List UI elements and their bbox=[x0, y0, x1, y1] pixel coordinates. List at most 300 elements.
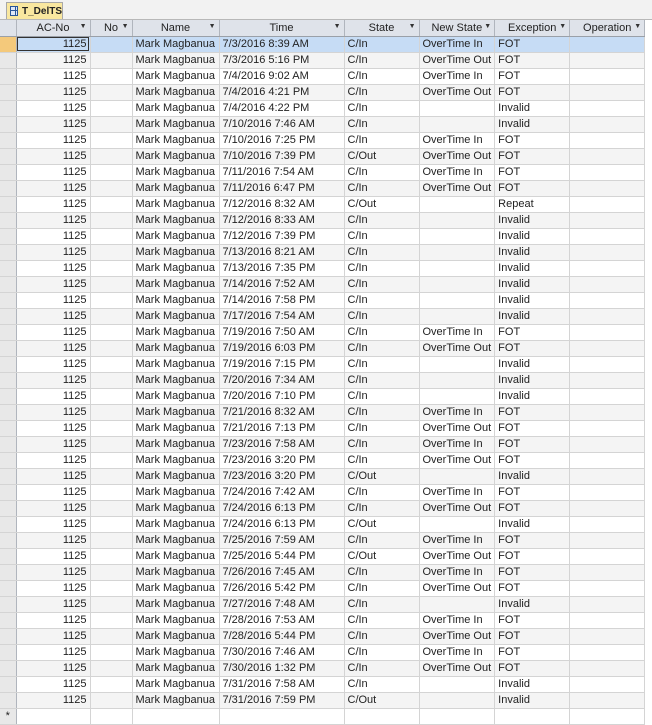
record-selector[interactable] bbox=[0, 484, 16, 500]
cell-time[interactable]: 7/25/2016 5:44 PM bbox=[219, 548, 344, 564]
cell-exception[interactable]: FOT bbox=[495, 132, 570, 148]
cell-no[interactable] bbox=[90, 68, 132, 84]
record-selector[interactable] bbox=[0, 260, 16, 276]
cell-name[interactable]: Mark Magbanua bbox=[132, 692, 219, 708]
cell-ac-no[interactable]: 1125 bbox=[16, 356, 90, 372]
cell-operation[interactable] bbox=[570, 52, 645, 68]
table-row[interactable] bbox=[0, 564, 645, 580]
cell-no[interactable] bbox=[90, 308, 132, 324]
table-row[interactable] bbox=[0, 628, 645, 644]
cell-exception[interactable]: Invalid bbox=[495, 596, 570, 612]
cell-no[interactable] bbox=[90, 356, 132, 372]
record-selector[interactable] bbox=[0, 164, 16, 180]
cell-name[interactable]: Mark Magbanua bbox=[132, 420, 219, 436]
table-row[interactable] bbox=[0, 468, 645, 484]
record-selector[interactable] bbox=[0, 644, 16, 660]
cell-time[interactable]: 7/3/2016 8:39 AM bbox=[219, 36, 344, 52]
table-row[interactable] bbox=[0, 612, 645, 628]
record-selector[interactable] bbox=[0, 660, 16, 676]
cell-ac-no[interactable]: 1125 bbox=[16, 484, 90, 500]
cell-ac-no[interactable]: 1125 bbox=[16, 644, 90, 660]
cell-name[interactable]: Mark Magbanua bbox=[132, 308, 219, 324]
cell-operation[interactable] bbox=[570, 532, 645, 548]
cell-ac-no[interactable]: 1125 bbox=[16, 676, 90, 692]
cell-new-state[interactable]: OverTime Out bbox=[419, 628, 495, 644]
record-selector[interactable] bbox=[0, 196, 16, 212]
cell-new-state[interactable] bbox=[419, 228, 495, 244]
cell-name[interactable]: Mark Magbanua bbox=[132, 404, 219, 420]
cell-operation[interactable] bbox=[570, 340, 645, 356]
cell-name[interactable]: Mark Magbanua bbox=[132, 596, 219, 612]
cell-time[interactable]: 7/13/2016 7:35 PM bbox=[219, 260, 344, 276]
cell-state[interactable]: C/In bbox=[344, 132, 419, 148]
cell-no[interactable] bbox=[90, 516, 132, 532]
record-selector[interactable] bbox=[0, 180, 16, 196]
cell-operation[interactable] bbox=[570, 196, 645, 212]
cell-state[interactable]: C/In bbox=[344, 564, 419, 580]
cell-no[interactable] bbox=[90, 36, 132, 52]
cell-state[interactable]: C/Out bbox=[344, 548, 419, 564]
cell-no[interactable] bbox=[90, 132, 132, 148]
cell-state[interactable]: C/In bbox=[344, 84, 419, 100]
cell-operation[interactable] bbox=[570, 212, 645, 228]
cell-operation[interactable] bbox=[570, 468, 645, 484]
cell-ac-no[interactable]: 1125 bbox=[16, 116, 90, 132]
table-row[interactable] bbox=[0, 356, 645, 372]
cell-no[interactable] bbox=[90, 212, 132, 228]
cell-state[interactable]: C/In bbox=[344, 596, 419, 612]
cell-no[interactable] bbox=[90, 484, 132, 500]
table-row[interactable] bbox=[0, 132, 645, 148]
cell-operation[interactable] bbox=[570, 420, 645, 436]
cell-ac-no[interactable]: 1125 bbox=[16, 612, 90, 628]
cell-state[interactable]: C/In bbox=[344, 484, 419, 500]
cell-exception[interactable]: FOT bbox=[495, 564, 570, 580]
cell-exception[interactable]: Repeat bbox=[495, 196, 570, 212]
cell-state[interactable]: C/Out bbox=[344, 692, 419, 708]
new-record-marker[interactable]: * bbox=[0, 708, 16, 724]
cell-time[interactable]: 7/24/2016 6:13 PM bbox=[219, 516, 344, 532]
cell-ac-no[interactable]: 1125 bbox=[16, 180, 90, 196]
table-row[interactable] bbox=[0, 420, 645, 436]
cell-operation[interactable] bbox=[570, 628, 645, 644]
cell-state[interactable]: C/In bbox=[344, 164, 419, 180]
column-header-time[interactable] bbox=[219, 20, 344, 36]
record-selector[interactable] bbox=[0, 516, 16, 532]
cell-operation[interactable] bbox=[570, 676, 645, 692]
record-selector[interactable] bbox=[0, 52, 16, 68]
cell-ac-no[interactable]: 1125 bbox=[16, 324, 90, 340]
table-row[interactable] bbox=[0, 292, 645, 308]
cell-ac-no[interactable]: 1125 bbox=[16, 596, 90, 612]
table-row[interactable] bbox=[0, 644, 645, 660]
cell-time[interactable]: 7/20/2016 7:34 AM bbox=[219, 372, 344, 388]
cell-exception[interactable]: FOT bbox=[495, 404, 570, 420]
table-row[interactable] bbox=[0, 324, 645, 340]
record-selector[interactable] bbox=[0, 132, 16, 148]
cell-ac-no[interactable]: 1125 bbox=[16, 100, 90, 116]
cell-time[interactable]: 7/10/2016 7:46 AM bbox=[219, 116, 344, 132]
cell-new-state[interactable]: OverTime Out bbox=[419, 452, 495, 468]
table-row[interactable] bbox=[0, 660, 645, 676]
cell-operation[interactable] bbox=[570, 564, 645, 580]
record-selector[interactable] bbox=[0, 292, 16, 308]
table-row[interactable] bbox=[0, 692, 645, 708]
cell-state[interactable]: C/In bbox=[344, 244, 419, 260]
table-row[interactable] bbox=[0, 532, 645, 548]
cell-state[interactable]: C/In bbox=[344, 644, 419, 660]
column-filter-dropdown-icon[interactable]: ▼ bbox=[208, 23, 216, 30]
column-header-operation[interactable] bbox=[570, 20, 645, 36]
cell-state[interactable]: C/In bbox=[344, 388, 419, 404]
table-row[interactable] bbox=[0, 68, 645, 84]
cell-name[interactable]: Mark Magbanua bbox=[132, 612, 219, 628]
cell-no[interactable] bbox=[90, 404, 132, 420]
cell-time[interactable]: 7/12/2016 8:32 AM bbox=[219, 196, 344, 212]
column-filter-dropdown-icon[interactable]: ▼ bbox=[559, 23, 567, 30]
cell-state[interactable]: C/In bbox=[344, 436, 419, 452]
cell-no[interactable] bbox=[90, 340, 132, 356]
cell-operation[interactable] bbox=[570, 324, 645, 340]
cell-no[interactable] bbox=[90, 436, 132, 452]
cell-time[interactable]: 7/21/2016 8:32 AM bbox=[219, 404, 344, 420]
cell-no[interactable] bbox=[90, 372, 132, 388]
record-selector[interactable] bbox=[0, 68, 16, 84]
table-row[interactable] bbox=[0, 84, 645, 100]
table-row[interactable] bbox=[0, 36, 645, 52]
record-selector[interactable] bbox=[0, 228, 16, 244]
column-filter-dropdown-icon[interactable]: ▼ bbox=[79, 23, 87, 30]
cell-new-state[interactable]: OverTime In bbox=[419, 404, 495, 420]
cell-ac-no[interactable]: 1125 bbox=[16, 516, 90, 532]
cell-operation[interactable] bbox=[570, 612, 645, 628]
cell-state[interactable]: C/In bbox=[344, 276, 419, 292]
table-row[interactable] bbox=[0, 212, 645, 228]
table-row[interactable] bbox=[0, 484, 645, 500]
cell-new-state[interactable]: OverTime Out bbox=[419, 660, 495, 676]
cell-operation[interactable] bbox=[570, 164, 645, 180]
cell-ac-no[interactable]: 1125 bbox=[16, 292, 90, 308]
cell-new-state[interactable]: OverTime Out bbox=[419, 580, 495, 596]
cell-ac-no[interactable]: 1125 bbox=[16, 436, 90, 452]
cell-exception[interactable]: FOT bbox=[495, 164, 570, 180]
cell-no[interactable] bbox=[90, 388, 132, 404]
cell-new-state[interactable]: OverTime In bbox=[419, 68, 495, 84]
cell-operation[interactable] bbox=[570, 180, 645, 196]
cell-new-state[interactable]: OverTime Out bbox=[419, 84, 495, 100]
cell-state[interactable]: C/In bbox=[344, 676, 419, 692]
cell-operation[interactable] bbox=[570, 148, 645, 164]
cell-exception[interactable]: Invalid bbox=[495, 228, 570, 244]
record-selector[interactable] bbox=[0, 628, 16, 644]
cell-time[interactable]: 7/30/2016 1:32 PM bbox=[219, 660, 344, 676]
cell-no[interactable] bbox=[90, 116, 132, 132]
cell-operation[interactable] bbox=[570, 516, 645, 532]
cell-state[interactable]: C/In bbox=[344, 36, 419, 52]
cell-operation[interactable] bbox=[570, 132, 645, 148]
cell-no[interactable] bbox=[90, 564, 132, 580]
record-selector[interactable] bbox=[0, 692, 16, 708]
cell-operation[interactable] bbox=[570, 548, 645, 564]
cell-exception[interactable]: Invalid bbox=[495, 372, 570, 388]
cell-ac-no[interactable]: 1125 bbox=[16, 84, 90, 100]
cell-state[interactable]: C/In bbox=[344, 340, 419, 356]
cell-exception[interactable]: Invalid bbox=[495, 116, 570, 132]
cell-name[interactable] bbox=[132, 708, 219, 724]
cell-time[interactable]: 7/27/2016 7:48 AM bbox=[219, 596, 344, 612]
cell-new-state[interactable]: OverTime Out bbox=[419, 148, 495, 164]
cell-name[interactable]: Mark Magbanua bbox=[132, 516, 219, 532]
table-row[interactable] bbox=[0, 676, 645, 692]
cell-ac-no[interactable]: 1125 bbox=[16, 228, 90, 244]
cell-no[interactable] bbox=[90, 468, 132, 484]
cell-exception[interactable]: FOT bbox=[495, 628, 570, 644]
cell-operation[interactable] bbox=[570, 388, 645, 404]
cell-ac-no[interactable]: 1125 bbox=[16, 468, 90, 484]
column-filter-dropdown-icon[interactable]: ▼ bbox=[408, 23, 416, 30]
cell-new-state[interactable]: OverTime Out bbox=[419, 420, 495, 436]
cell-name[interactable]: Mark Magbanua bbox=[132, 452, 219, 468]
cell-exception[interactable]: Invalid bbox=[495, 468, 570, 484]
cell-operation[interactable] bbox=[570, 84, 645, 100]
cell-exception[interactable]: FOT bbox=[495, 484, 570, 500]
cell-state[interactable]: C/Out bbox=[344, 196, 419, 212]
cell-no[interactable] bbox=[90, 84, 132, 100]
cell-operation[interactable] bbox=[570, 580, 645, 596]
cell-exception[interactable] bbox=[495, 708, 570, 724]
table-row[interactable] bbox=[0, 548, 645, 564]
cell-operation[interactable] bbox=[570, 356, 645, 372]
cell-name[interactable]: Mark Magbanua bbox=[132, 292, 219, 308]
cell-time[interactable]: 7/23/2016 7:58 AM bbox=[219, 436, 344, 452]
table-row[interactable] bbox=[0, 164, 645, 180]
cell-new-state[interactable]: OverTime Out bbox=[419, 52, 495, 68]
cell-state[interactable]: C/In bbox=[344, 628, 419, 644]
cell-ac-no[interactable]: 1125 bbox=[16, 404, 90, 420]
cell-name[interactable]: Mark Magbanua bbox=[132, 628, 219, 644]
cell-new-state[interactable] bbox=[419, 372, 495, 388]
record-selector[interactable] bbox=[0, 148, 16, 164]
table-row[interactable] bbox=[0, 500, 645, 516]
cell-state[interactable]: C/In bbox=[344, 452, 419, 468]
cell-name[interactable]: Mark Magbanua bbox=[132, 388, 219, 404]
column-filter-dropdown-icon[interactable]: ▼ bbox=[484, 23, 492, 30]
cell-no[interactable] bbox=[90, 324, 132, 340]
record-selector[interactable] bbox=[0, 436, 16, 452]
cell-state[interactable]: C/In bbox=[344, 404, 419, 420]
select-all-button[interactable] bbox=[0, 20, 16, 36]
cell-name[interactable]: Mark Magbanua bbox=[132, 500, 219, 516]
cell-new-state[interactable] bbox=[419, 292, 495, 308]
table-row[interactable] bbox=[0, 436, 645, 452]
cell-state[interactable]: C/In bbox=[344, 660, 419, 676]
cell-new-state[interactable]: OverTime In bbox=[419, 164, 495, 180]
cell-name[interactable]: Mark Magbanua bbox=[132, 36, 219, 52]
cell-time[interactable]: 7/23/2016 3:20 PM bbox=[219, 452, 344, 468]
cell-name[interactable]: Mark Magbanua bbox=[132, 148, 219, 164]
cell-operation[interactable] bbox=[570, 100, 645, 116]
cell-ac-no[interactable]: 1125 bbox=[16, 660, 90, 676]
cell-operation[interactable] bbox=[570, 276, 645, 292]
cell-ac-no[interactable]: 1125 bbox=[16, 692, 90, 708]
cell-ac-no[interactable]: 1125 bbox=[16, 132, 90, 148]
cell-exception[interactable]: Invalid bbox=[495, 692, 570, 708]
record-selector[interactable] bbox=[0, 404, 16, 420]
cell-exception[interactable]: Invalid bbox=[495, 516, 570, 532]
cell-new-state[interactable] bbox=[419, 468, 495, 484]
record-selector[interactable] bbox=[0, 676, 16, 692]
cell-ac-no[interactable]: 1125 bbox=[16, 564, 90, 580]
cell-operation[interactable] bbox=[570, 452, 645, 468]
cell-state[interactable]: C/In bbox=[344, 324, 419, 340]
cell-name[interactable]: Mark Magbanua bbox=[132, 676, 219, 692]
cell-ac-no[interactable]: 1125 bbox=[16, 580, 90, 596]
cell-name[interactable]: Mark Magbanua bbox=[132, 548, 219, 564]
cell-name[interactable]: Mark Magbanua bbox=[132, 356, 219, 372]
cell-state[interactable]: C/In bbox=[344, 356, 419, 372]
table-row[interactable] bbox=[0, 116, 645, 132]
cell-state[interactable]: C/In bbox=[344, 180, 419, 196]
cell-exception[interactable]: FOT bbox=[495, 548, 570, 564]
table-row[interactable] bbox=[0, 340, 645, 356]
cell-exception[interactable]: FOT bbox=[495, 644, 570, 660]
cell-no[interactable] bbox=[90, 148, 132, 164]
record-selector[interactable] bbox=[0, 116, 16, 132]
cell-new-state[interactable] bbox=[419, 708, 495, 724]
cell-new-state[interactable]: OverTime In bbox=[419, 484, 495, 500]
cell-no[interactable] bbox=[90, 644, 132, 660]
cell-no[interactable] bbox=[90, 292, 132, 308]
cell-exception[interactable]: FOT bbox=[495, 612, 570, 628]
cell-exception[interactable]: Invalid bbox=[495, 260, 570, 276]
cell-exception[interactable]: FOT bbox=[495, 84, 570, 100]
cell-name[interactable]: Mark Magbanua bbox=[132, 276, 219, 292]
cell-operation[interactable] bbox=[570, 244, 645, 260]
cell-state[interactable]: C/In bbox=[344, 68, 419, 84]
cell-ac-no[interactable]: 1125 bbox=[16, 420, 90, 436]
column-header-name[interactable] bbox=[132, 20, 219, 36]
cell-no[interactable] bbox=[90, 500, 132, 516]
cell-new-state[interactable]: OverTime In bbox=[419, 532, 495, 548]
cell-exception[interactable]: Invalid bbox=[495, 276, 570, 292]
cell-name[interactable]: Mark Magbanua bbox=[132, 84, 219, 100]
cell-name[interactable]: Mark Magbanua bbox=[132, 580, 219, 596]
cell-state[interactable]: C/In bbox=[344, 116, 419, 132]
cell-exception[interactable]: Invalid bbox=[495, 100, 570, 116]
cell-exception[interactable]: FOT bbox=[495, 68, 570, 84]
cell-no[interactable] bbox=[90, 196, 132, 212]
cell-no[interactable] bbox=[90, 660, 132, 676]
cell-time[interactable]: 7/12/2016 7:39 PM bbox=[219, 228, 344, 244]
cell-operation[interactable] bbox=[570, 660, 645, 676]
cell-operation[interactable] bbox=[570, 644, 645, 660]
column-filter-dropdown-icon[interactable]: ▼ bbox=[333, 23, 341, 30]
cell-ac-no[interactable]: 1125 bbox=[16, 276, 90, 292]
cell-name[interactable]: Mark Magbanua bbox=[132, 372, 219, 388]
cell-time[interactable]: 7/14/2016 7:52 AM bbox=[219, 276, 344, 292]
cell-no[interactable] bbox=[90, 532, 132, 548]
cell-name[interactable]: Mark Magbanua bbox=[132, 532, 219, 548]
cell-no[interactable] bbox=[90, 228, 132, 244]
cell-exception[interactable]: FOT bbox=[495, 180, 570, 196]
cell-operation[interactable] bbox=[570, 372, 645, 388]
cell-new-state[interactable] bbox=[419, 692, 495, 708]
cell-no[interactable] bbox=[90, 180, 132, 196]
cell-state[interactable]: C/In bbox=[344, 100, 419, 116]
record-selector[interactable] bbox=[0, 468, 16, 484]
cell-state[interactable] bbox=[344, 708, 419, 724]
cell-name[interactable]: Mark Magbanua bbox=[132, 260, 219, 276]
cell-state[interactable]: C/Out bbox=[344, 468, 419, 484]
cell-time[interactable]: 7/11/2016 6:47 PM bbox=[219, 180, 344, 196]
cell-exception[interactable]: Invalid bbox=[495, 212, 570, 228]
cell-exception[interactable]: FOT bbox=[495, 52, 570, 68]
cell-new-state[interactable] bbox=[419, 356, 495, 372]
cell-exception[interactable]: FOT bbox=[495, 500, 570, 516]
cell-time[interactable]: 7/28/2016 7:53 AM bbox=[219, 612, 344, 628]
cell-ac-no[interactable]: 1125 bbox=[16, 372, 90, 388]
cell-new-state[interactable]: OverTime In bbox=[419, 324, 495, 340]
column-filter-dropdown-icon[interactable]: ▼ bbox=[634, 23, 642, 30]
cell-ac-no[interactable]: 1125 bbox=[16, 308, 90, 324]
table-row[interactable] bbox=[0, 260, 645, 276]
record-selector[interactable] bbox=[0, 388, 16, 404]
cell-operation[interactable] bbox=[570, 708, 645, 724]
record-selector[interactable] bbox=[0, 276, 16, 292]
cell-new-state[interactable] bbox=[419, 308, 495, 324]
cell-name[interactable]: Mark Magbanua bbox=[132, 660, 219, 676]
cell-exception[interactable]: FOT bbox=[495, 324, 570, 340]
cell-name[interactable]: Mark Magbanua bbox=[132, 100, 219, 116]
cell-ac-no[interactable]: 1125 bbox=[16, 532, 90, 548]
cell-time[interactable]: 7/23/2016 3:20 PM bbox=[219, 468, 344, 484]
cell-exception[interactable]: FOT bbox=[495, 580, 570, 596]
cell-name[interactable]: Mark Magbanua bbox=[132, 484, 219, 500]
cell-time[interactable]: 7/3/2016 5:16 PM bbox=[219, 52, 344, 68]
cell-new-state[interactable] bbox=[419, 596, 495, 612]
cell-new-state[interactable] bbox=[419, 276, 495, 292]
cell-exception[interactable]: FOT bbox=[495, 36, 570, 52]
table-row[interactable] bbox=[0, 244, 645, 260]
record-selector[interactable] bbox=[0, 548, 16, 564]
cell-exception[interactable]: Invalid bbox=[495, 292, 570, 308]
cell-new-state[interactable]: OverTime Out bbox=[419, 340, 495, 356]
cell-state[interactable]: C/In bbox=[344, 212, 419, 228]
cell-new-state[interactable] bbox=[419, 388, 495, 404]
cell-no[interactable] bbox=[90, 420, 132, 436]
cell-new-state[interactable] bbox=[419, 516, 495, 532]
cell-no[interactable] bbox=[90, 244, 132, 260]
cell-time[interactable]: 7/13/2016 8:21 AM bbox=[219, 244, 344, 260]
cell-no[interactable] bbox=[90, 52, 132, 68]
cell-ac-no[interactable]: 1125 bbox=[16, 452, 90, 468]
cell-state[interactable]: C/Out bbox=[344, 516, 419, 532]
cell-operation[interactable] bbox=[570, 308, 645, 324]
cell-state[interactable]: C/Out bbox=[344, 148, 419, 164]
table-row[interactable] bbox=[0, 196, 645, 212]
cell-no[interactable] bbox=[90, 676, 132, 692]
column-header-new-state[interactable] bbox=[419, 20, 495, 36]
table-row[interactable] bbox=[0, 580, 645, 596]
cell-state[interactable]: C/In bbox=[344, 580, 419, 596]
cell-new-state[interactable] bbox=[419, 676, 495, 692]
record-selector[interactable] bbox=[0, 356, 16, 372]
cell-name[interactable]: Mark Magbanua bbox=[132, 164, 219, 180]
record-selector[interactable] bbox=[0, 532, 16, 548]
cell-ac-no[interactable]: 1125 bbox=[16, 244, 90, 260]
cell-time[interactable]: 7/10/2016 7:39 PM bbox=[219, 148, 344, 164]
column-header-ac-no[interactable] bbox=[16, 20, 90, 36]
